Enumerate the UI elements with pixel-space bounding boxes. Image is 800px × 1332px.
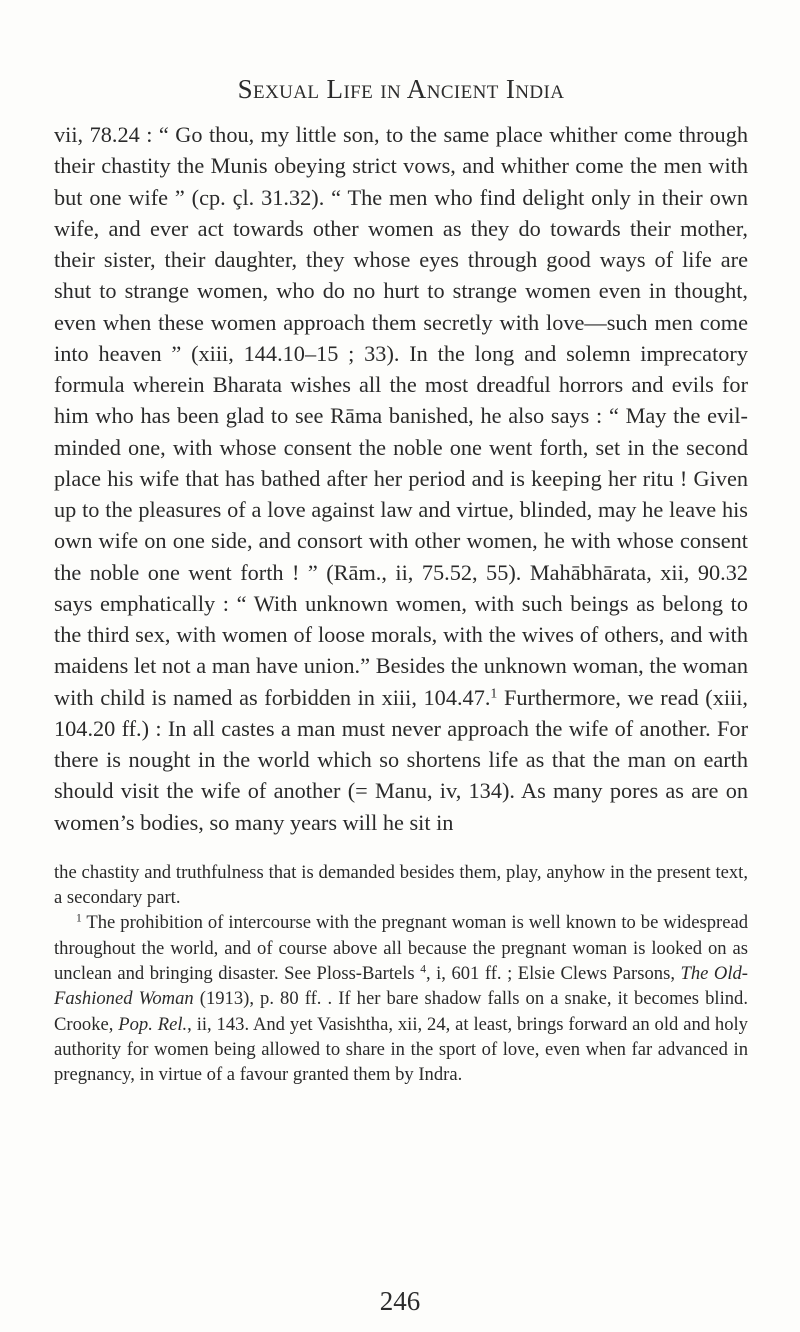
italic-title: The Old-Fashioned Woman	[54, 962, 748, 1010]
footnote-marker: 1	[490, 684, 498, 700]
running-head: Sexual Life in Ancient India	[237, 74, 565, 104]
main-text-paragraph: vii, 78.24 : “ Go thou, my little son, to the same place whither come through their chastity the Munis obeying strict vows, and whither come the men with but one wife ” (cp. çl. 31.32). “ The men who find delight only in their own wife, and ever act towards other women as they do towards their mother, their sister, their daughter, they whose eyes through good ways of life are shut to strange women, who do no hurt to strange women even in thought, even when these women approach them secretly with love—such men come into heaven ” (xiii, 144.10–15 ; 33). In the long and solemn imprecatory formula wherein Bharata wishes all the most dreadful horrors and evils for him who has been glad to see Rāma banished, he also says : “ May the evil-minded one, with whose consent the noble one went forth, set in the second place his wife that has bathed after her period and is keeping her ritu ! Given up to the pleasures of a love against law and virtue, blinded, may he leave his own wife on one side, and consort with other women, he with whose consent the noble one went forth ! ” (Rām., ii, 75.52, 55). Mahābhārata, xii, 90.32 says emphatically : “ With unknown women, with such beings as belong to the third sex, with women of loose morals, with the wives of others, and with maidens let not a man have union.” Besides the unknown woman, the woman with child is named as forbidden in xiii, 104.47.$^1$ Furthermore, we read (xiii, 104.20 ff.) : In all castes a man must never approach the wife of another. For there is nought in the world which so shortens life as that the man on earth should visit the wife of another (= Manu, iv, 134). As many pores as are on women’s bodies, so many years will he sit in	[54, 122, 748, 835]
footnote-marker: 1	[76, 913, 82, 926]
page-number: 246	[379, 1286, 421, 1316]
footnote-continuation: the chastity and truthfulness that is demanded besides them, play, anyhow in the present text, a secondary part.	[54, 861, 748, 909]
footnote-1: $^1$ The prohibition of intercourse with the pregnant woman is well known to be widespread throughout the world, and of course above all because the pregnant woman is looked on as unclean and bringing disaster. See Ploss-Bartels $^4$, i, 601 ff. ; Elsie Clews Parsons, The Old-Fashioned Woman (1913), p. 80 ff. . If her bare shadow falls on a snake, it becomes blind. Crooke, Pop. Rel., ii, 143. And yet Vasishtha, xii, 24, at least, brings forward an old and holy authority for women being allowed to share in the sport of love, even when far advanced in pregnancy, in virtue of a favour granted them by Indra.	[54, 912, 748, 1086]
footnote-marker: 4	[420, 963, 426, 976]
italic-title: Pop. Rel.	[118, 1013, 188, 1035]
footnotes	[54, 860, 748, 1088]
